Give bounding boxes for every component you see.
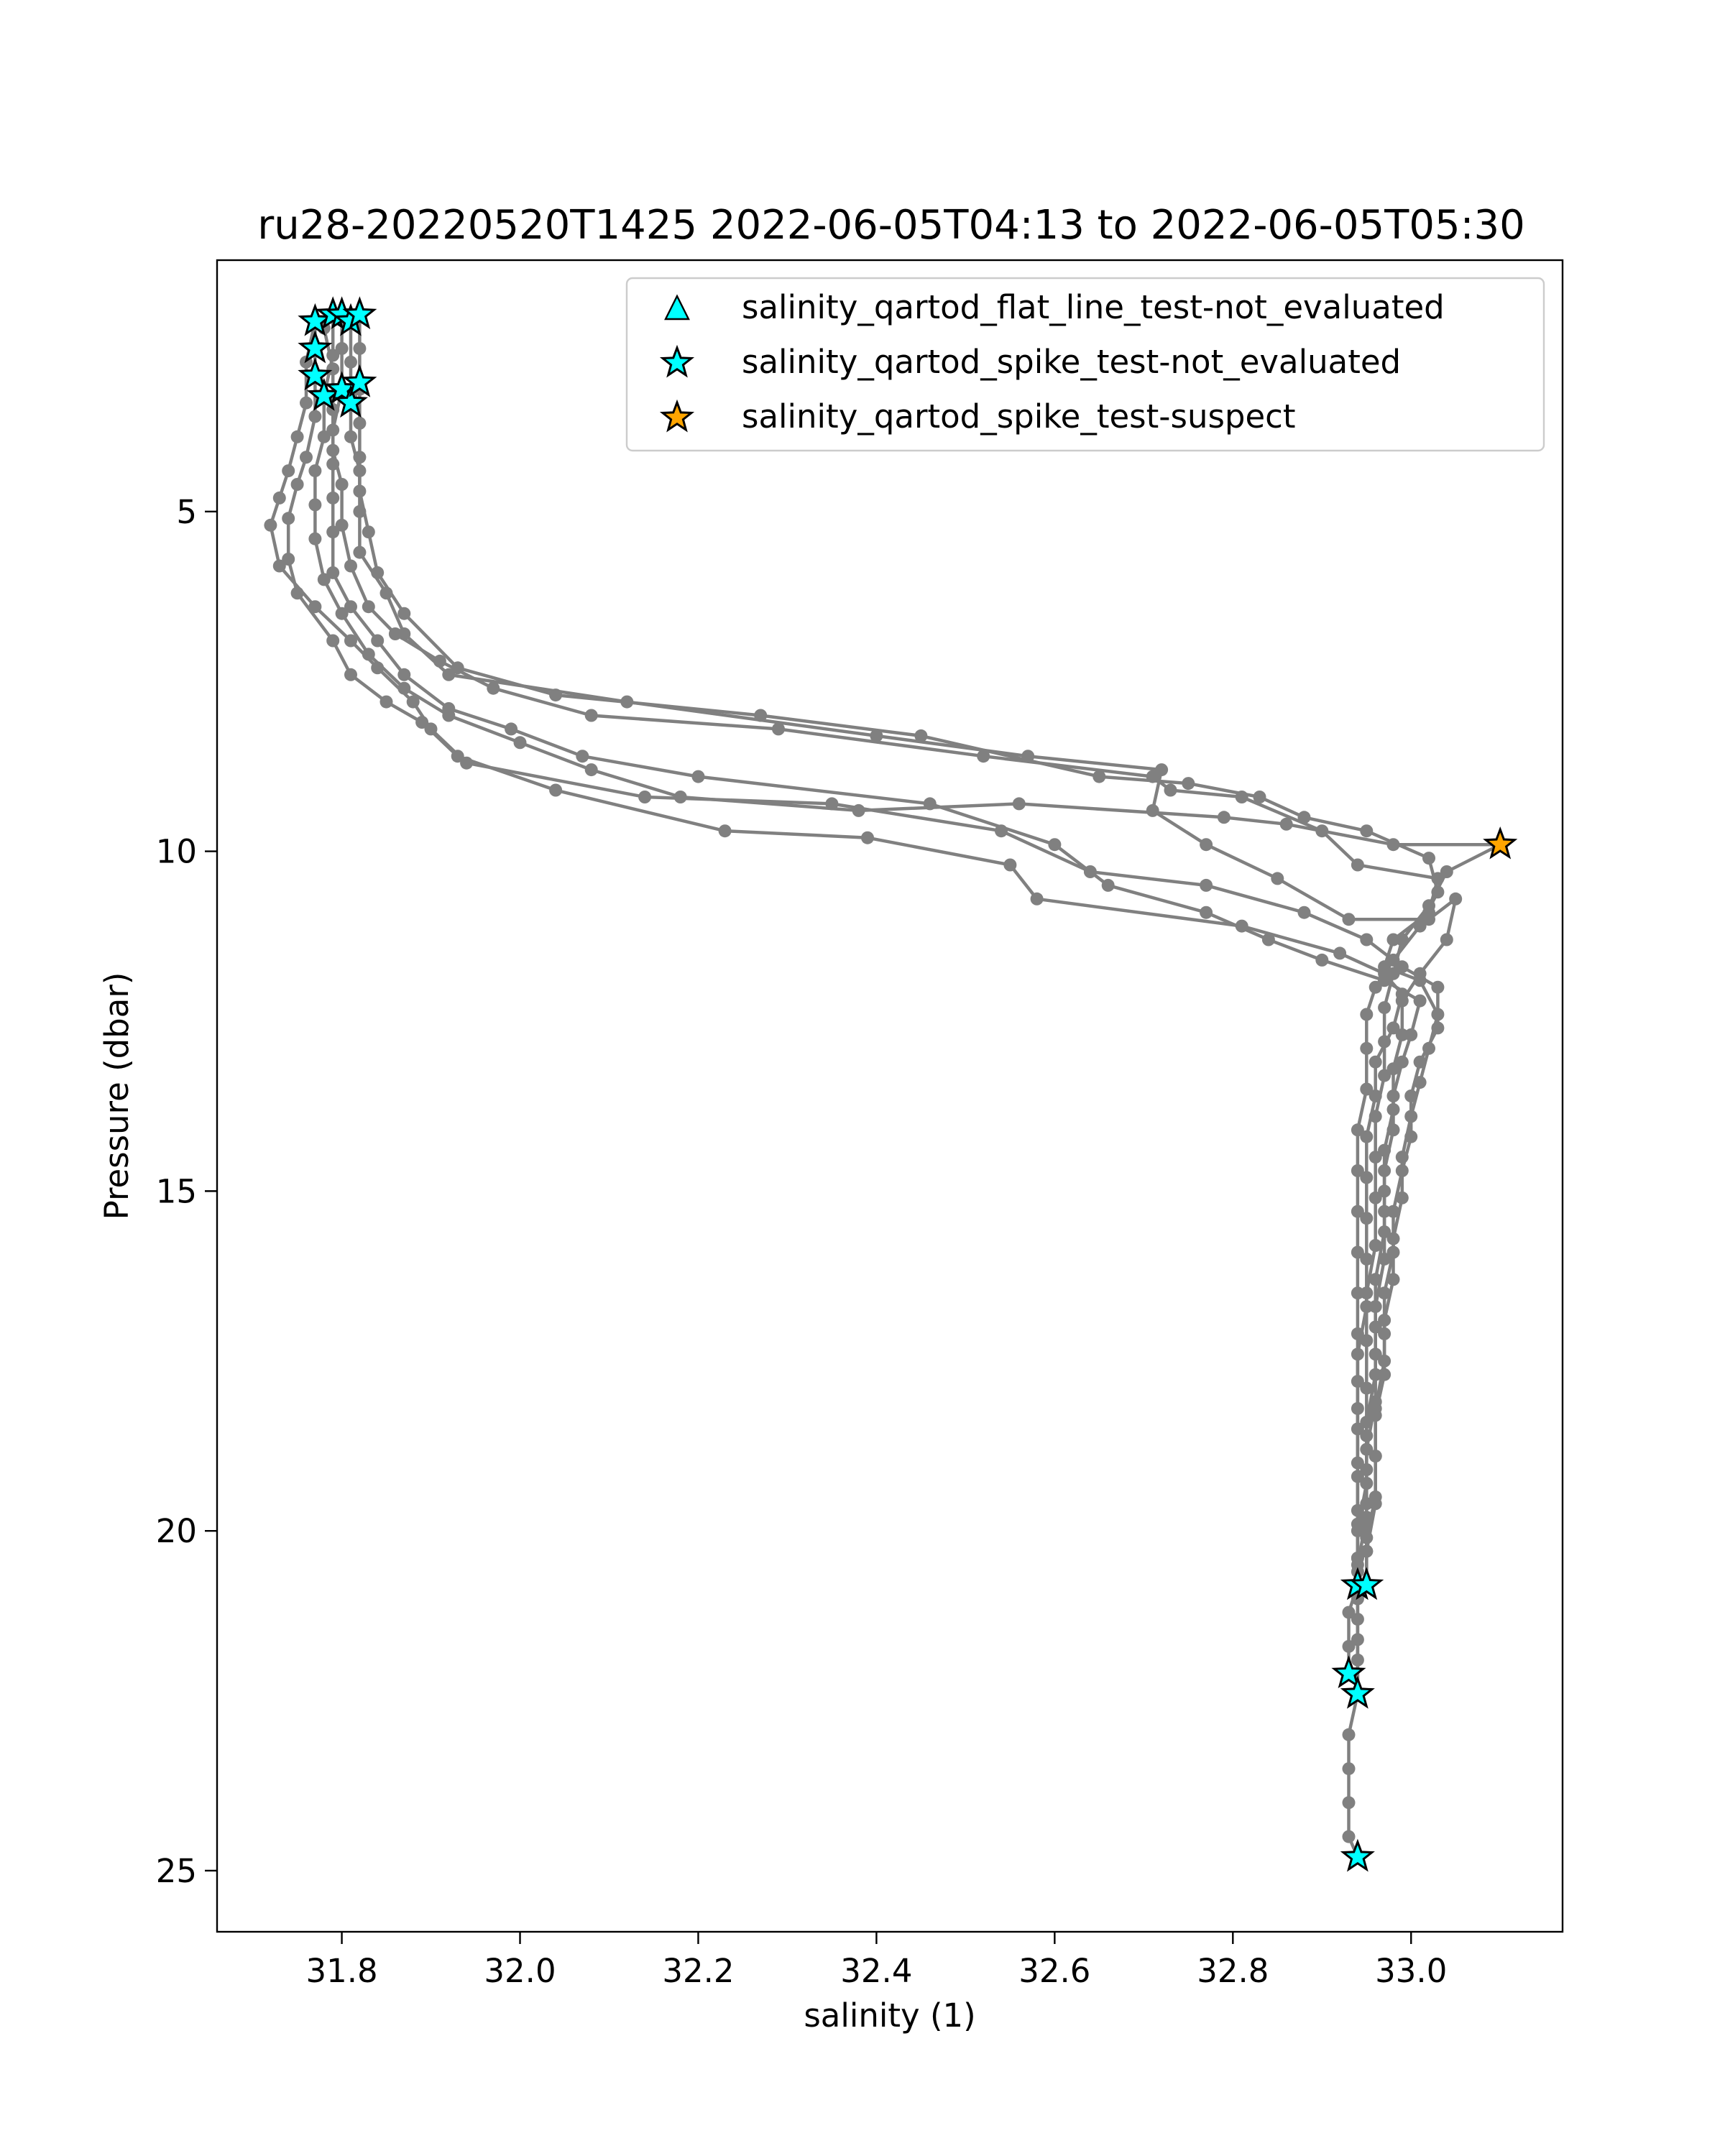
profile-point xyxy=(1414,920,1427,933)
profile-point xyxy=(326,444,339,457)
profile-point xyxy=(1369,1273,1382,1286)
profile-point xyxy=(300,451,313,464)
profile-point xyxy=(1360,1042,1373,1055)
y-tick-label: 5 xyxy=(176,492,197,531)
x-tick-label: 32.4 xyxy=(840,1952,913,1990)
profile-line-2 xyxy=(315,315,1500,1857)
profile-point xyxy=(397,627,410,640)
legend xyxy=(627,278,1544,451)
profile-point xyxy=(1431,1008,1444,1021)
profile-point xyxy=(1182,777,1195,790)
profile-point xyxy=(308,498,321,511)
profile-point xyxy=(397,607,410,620)
profile-point xyxy=(549,688,562,701)
profile-point xyxy=(1343,1762,1356,1775)
y-axis xyxy=(156,493,217,1890)
profile-point xyxy=(344,600,357,613)
profile-point xyxy=(1369,1497,1382,1510)
x-tick-label: 33.0 xyxy=(1375,1952,1448,1990)
profile-point xyxy=(1378,1001,1391,1014)
profile-point xyxy=(1164,784,1177,797)
profile-point xyxy=(1369,1450,1382,1462)
flag-marker-spike-not-evaluated xyxy=(1343,1842,1372,1869)
profile-point xyxy=(1431,981,1444,994)
profile-point xyxy=(514,736,527,749)
profile-point xyxy=(549,784,562,797)
profile-point xyxy=(308,464,321,477)
profile-point xyxy=(1414,995,1427,1008)
profile-point xyxy=(300,397,313,410)
profile-point xyxy=(371,661,384,674)
profile-point xyxy=(1343,1796,1356,1809)
profile-point xyxy=(336,519,349,532)
profile-point xyxy=(264,519,277,532)
profile-point xyxy=(1333,946,1346,959)
profile-point xyxy=(273,560,286,573)
profile-point xyxy=(1351,859,1364,872)
x-tick-label: 32.0 xyxy=(484,1952,556,1990)
profile-point xyxy=(326,362,339,375)
profile-point xyxy=(1387,1062,1400,1075)
profile-point xyxy=(442,702,455,715)
profile-point xyxy=(1351,1286,1364,1299)
flag-marker-spike-suspect xyxy=(1486,829,1514,857)
profile-point xyxy=(326,492,339,505)
profile-point xyxy=(914,729,927,742)
legend-label-spike-suspect: salinity_qartod_spike_test-suspect xyxy=(742,397,1296,436)
profile-point xyxy=(1360,1083,1373,1096)
profile-point xyxy=(719,824,732,837)
profile-point xyxy=(1048,838,1061,851)
profile-point xyxy=(1351,1205,1364,1218)
profile-point xyxy=(1155,763,1168,776)
profile-point xyxy=(1387,934,1400,946)
profile-point xyxy=(344,668,357,681)
x-tick-label: 31.8 xyxy=(305,1952,378,1990)
plot-series xyxy=(264,308,1506,1864)
profile-point xyxy=(1387,954,1400,967)
profile-point xyxy=(344,635,357,648)
profile-point xyxy=(1387,1103,1400,1116)
profile-point xyxy=(362,600,375,613)
profile-point xyxy=(336,478,349,491)
profile-point xyxy=(1414,1076,1427,1089)
profile-point xyxy=(336,342,349,355)
profile-line-6 xyxy=(351,321,1455,1694)
profile-point xyxy=(1218,811,1230,824)
profile-point xyxy=(1200,879,1213,892)
profile-point xyxy=(1396,995,1409,1008)
profile-point xyxy=(1351,1327,1364,1340)
profile-point xyxy=(425,722,438,735)
profile-point xyxy=(1360,824,1373,837)
profile-point xyxy=(308,533,321,545)
y-tick-label: 15 xyxy=(155,1172,197,1211)
profile-point xyxy=(1422,852,1435,865)
profile-point xyxy=(273,492,286,505)
x-tick-label: 32.2 xyxy=(662,1952,735,1990)
x-axis-label: salinity (1) xyxy=(804,1996,976,2035)
profile-point xyxy=(1102,879,1115,892)
profile-point xyxy=(380,696,393,709)
x-tick-label: 32.8 xyxy=(1197,1952,1269,1990)
profile-point xyxy=(1351,1123,1364,1136)
profile-point xyxy=(1440,934,1453,946)
profile-point xyxy=(1378,1144,1391,1157)
profile-point xyxy=(1414,967,1427,980)
profile-point xyxy=(1396,1028,1409,1041)
profile-point xyxy=(1378,1355,1391,1368)
profile-point xyxy=(1396,1192,1409,1204)
y-tick-label: 20 xyxy=(155,1512,197,1551)
profile-point xyxy=(344,356,357,369)
profile-point xyxy=(1404,1110,1417,1123)
profile-point xyxy=(282,512,295,525)
y-tick-label: 10 xyxy=(155,832,197,871)
profile-point xyxy=(1084,865,1097,878)
profile-point xyxy=(1298,811,1311,824)
profile-point xyxy=(1387,1273,1400,1286)
profile-point xyxy=(1422,1042,1435,1055)
profile-point xyxy=(344,560,357,573)
profile-point xyxy=(1200,838,1213,851)
profile-point xyxy=(1378,1035,1391,1048)
profile-point xyxy=(407,696,420,709)
profile-point xyxy=(1343,1728,1356,1741)
profile-line-7 xyxy=(359,315,1438,1593)
profile-point xyxy=(1369,1321,1382,1334)
profile-point xyxy=(1315,954,1328,967)
profile-point xyxy=(1378,1184,1391,1197)
profile-point xyxy=(1031,893,1044,906)
profile-point xyxy=(291,478,304,491)
profile-point xyxy=(1271,872,1284,885)
profile-point xyxy=(585,763,598,776)
profile-point xyxy=(1146,804,1159,817)
flag-markers xyxy=(300,300,1514,1869)
profile-point xyxy=(1003,859,1016,872)
x-tick-label: 32.6 xyxy=(1018,1952,1091,1990)
profile-point xyxy=(1200,906,1213,919)
profile-point xyxy=(1343,1830,1356,1843)
profile-point xyxy=(362,525,375,538)
profile-point xyxy=(451,661,464,674)
y-axis-label: Pressure (dbar) xyxy=(98,972,136,1220)
profile-point xyxy=(353,485,366,498)
profile-line-3 xyxy=(333,315,1420,1585)
profile-point xyxy=(825,797,838,810)
profile-point xyxy=(344,430,357,443)
profile-point xyxy=(326,635,339,648)
y-tick-label: 25 xyxy=(155,1851,197,1890)
profile-point xyxy=(326,566,339,579)
profile-point xyxy=(353,451,366,464)
profile-point xyxy=(1351,1246,1364,1259)
plot-area-frame xyxy=(217,260,1563,1932)
profile-point xyxy=(1378,1225,1391,1238)
profile-point xyxy=(924,797,937,810)
profile-point xyxy=(1351,1633,1364,1646)
profile-point xyxy=(353,546,366,559)
profile-point xyxy=(308,600,321,613)
profile-point xyxy=(638,791,651,803)
profile-point xyxy=(585,709,598,722)
profile-point xyxy=(995,824,1008,837)
x-axis xyxy=(305,1932,1447,1990)
profile-point xyxy=(282,464,295,477)
profile-point xyxy=(861,831,874,844)
profile-line-1 xyxy=(288,321,1402,1674)
profile-point xyxy=(1369,1056,1382,1069)
profile-point xyxy=(1431,885,1444,898)
profile-point xyxy=(576,750,589,763)
profile-point xyxy=(371,566,384,579)
profile-point xyxy=(1013,797,1026,810)
profile-point xyxy=(1092,770,1105,783)
profile-point xyxy=(1396,1151,1409,1164)
profile-point xyxy=(1351,1470,1364,1483)
profile-point xyxy=(1280,818,1293,831)
profile-point xyxy=(1360,934,1373,946)
legend-label-flat-line-not-evaluated: salinity_qartod_flat_line_test-not_evaluated xyxy=(742,288,1445,326)
profile-point xyxy=(1351,1422,1364,1435)
profile-point xyxy=(754,709,767,722)
profile-point xyxy=(308,410,321,423)
profile-point xyxy=(1315,824,1328,837)
profile-line-5 xyxy=(324,328,1438,1585)
profile-point xyxy=(1369,1368,1382,1381)
profile-point xyxy=(371,635,384,648)
profile-point xyxy=(1298,906,1311,919)
profile-point xyxy=(1254,791,1266,803)
profile-point xyxy=(397,668,410,681)
profile-line-4 xyxy=(270,321,1438,1585)
profile-point xyxy=(1369,981,1382,994)
profile-point xyxy=(1360,1008,1373,1021)
profile-point xyxy=(1343,913,1356,926)
profile-point xyxy=(1351,1552,1364,1565)
profile-point xyxy=(460,757,473,770)
chart-title: ru28-20220520T1425 2022-06-05T04:13 to 2022-06-05T05:30 xyxy=(257,202,1525,249)
profile-point xyxy=(1351,1375,1364,1388)
legend-label-spike-not-evaluated: salinity_qartod_spike_test-not_evaluated xyxy=(742,343,1402,381)
profile-point xyxy=(1262,934,1275,946)
profile-point xyxy=(505,722,518,735)
profile-point xyxy=(353,417,366,430)
profile-point xyxy=(353,342,366,355)
profile-point xyxy=(1351,1164,1364,1177)
profile-point xyxy=(692,770,705,783)
profile-point xyxy=(1449,893,1462,906)
profile-point xyxy=(291,430,304,443)
profile-point xyxy=(1369,1110,1382,1123)
flag-marker-spike-not-evaluated xyxy=(1343,1679,1372,1706)
profile-point xyxy=(1351,1518,1364,1531)
